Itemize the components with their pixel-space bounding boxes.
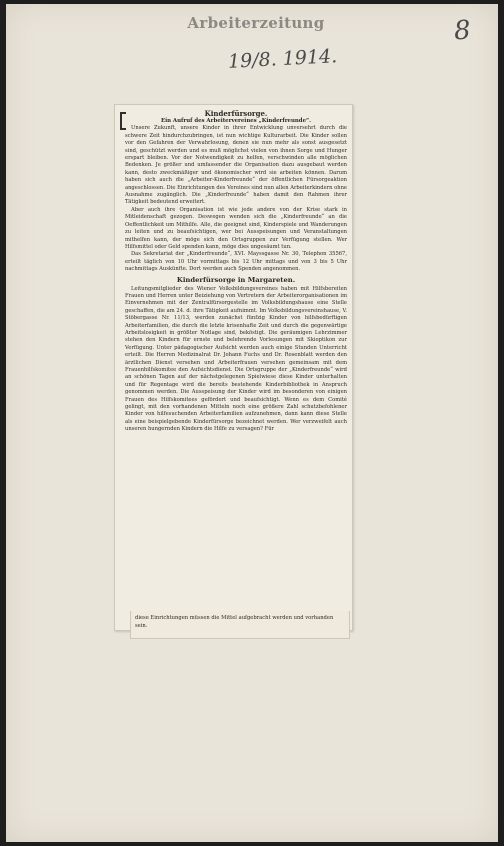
continuation-text: diese Einrichtungen müssen die Mittel aufgebracht werden und vorhanden sein.	[135, 615, 334, 629]
handwritten-date: 19/8. 1914.	[227, 45, 338, 73]
article-paragraph: Aber auch ihre Organisation ist wie jede andere von der Krise stark in Mitleidenschaft gezogen. Deswegen wenden sich die „Kinderfreunde“ an die Oeffentlichkeit um Mithilfe. Alle, die geeignet sind, Kinderspiele und Wanderungen zu leiten und zu beaufsichtigen, wer bei Ausspeisungen und Veranstaltungen mithelfen kann, der möge sich den Ortsgruppen zur Verfügung stellen. Wer Hilfsmittel oder Geld spenden kann, möge dies ungesäumt tun.	[125, 206, 347, 250]
article2-paragraph: Leitungsmitglieder des Wiener Volksbildungsvereines haben mit Hilfsbereiten Frauen und Herren unter Beiziehung von Vertretern der Arbeiterorganisationen im Einvernehmen mit der Zentralfürsorgestelle im Volksbildungshause eine Stelle geschaffen, die am 24. d. ihre Tätigkeit aufnimmt. Im Volksbildungsvereinshause, V. Stöbergasse Nr. 11/13, werden zunächst fünfzig Kinder von hilfsbedürftigen Arbeiterfamilien, die durch die letzte krisenhafte Zeit und durch die gegenwärtige Arbeitslosigkeit in größter Notlage sind, beköstigt. Die geräumigen Lehrzimmer stehen den Kindern für ernste und belehrende Vorlesungen mit Skioptikon zur Verfügung. Unter pädagogischer Aufsicht werden auch einige Stunden Unterricht erteilt. Die Herren Medizinalrat Dr. Johann Fuchs und Dr. Rosenblatt werden den ärztlichen Dienst versehen und Arbeiterfrauen versehen gemeinsam mit dem Frauenhilfskomitee den Aufsichtsdienst. Die Ortsgruppe der „Kinderfreunde“ wird an schönen Tagen auf der nächstgelegenen Spielwiese diese Kinder unterhalten und für Regentage wird die bereits bestehende Kinderbibliothek in Anspruch genommen werden. Die Ausspeisung der Kinder wird im besonderen von einigen Frauen des Hilfskomitees gefördert und beaufsichtigt. Wenn es dem Comité gelingt, mit den vorhandenen Mitteln noch eine größere Zahl schutzbefohlener Kinder von hilfesuchenden Arbeiterfamilien aufzunehmen, dann kann diese Stelle als eine beispielgebende Kinderfürsorge bezeichnet werden. Wer verzweifelt auch unseren hungernden Kindern die Hilfe zu versagen? Für	[125, 285, 347, 433]
handwritten-page-number: 8	[452, 15, 472, 47]
clipping-continuation	[130, 611, 350, 639]
bracket-mark-icon	[120, 112, 126, 130]
newspaper-stamp: Arbeiterzeitung	[187, 14, 325, 32]
newspaper-clipping	[114, 104, 353, 631]
article-paragraph: Unsere Zukunft, unsere Kinder in ihrer Entwicklung unversehrt durch die schwere Zeit hindurchzubringen, ist nun wichtige Kulturarbeit. Die Kinder sollen vor den Gefahren der Verwahrlosung, denen sie nun mehr als sonst ausgesetzt sind, geschützt werden und es muß möglichst vielen von ihnen Sorge und Hunger erspart bleiben. Vor der Notwendigkeit zu helfen, verschwinden alle möglichen Bedenken. Je größer und umfassender die Organisation dazu ausgebaut werden kann, desto zweckmäßiger und ökonomischer wird sie arbeiten können. Darum haben sich auch die „Arbeiter-Kinderfreunde“ der öffentlichen Fürsorgeaktion angeschlossen. Die Einrichtungen des Vereines sind nun allen Arbeiterkindern ohne Ausnahme zugänglich. Die „Kinderfreunde“ haben damit den Rahmen ihrer Tätigkeit bedeutend erweitert.	[125, 125, 347, 206]
article-subtitle: Ein Aufruf des Arbeitervereines „Kinderfreunde“.	[160, 118, 311, 124]
article-title: Kinderfürsorge.	[204, 109, 268, 118]
article2-title: Kinderfürsorge in Margareten.	[176, 275, 296, 284]
clipping-column	[115, 105, 352, 434]
article-paragraph: Das Sekretariat der „Kinderfreunde“, XVI. Mayssgasse Nr. 30, Telephon 35567, erteilt täglich von 10 Uhr vormittags bis 12 Uhr mittags und von 3 bis 5 Uhr nachmittags Auskünfte. Dort werden auch Spenden angenommen.	[125, 251, 347, 273]
